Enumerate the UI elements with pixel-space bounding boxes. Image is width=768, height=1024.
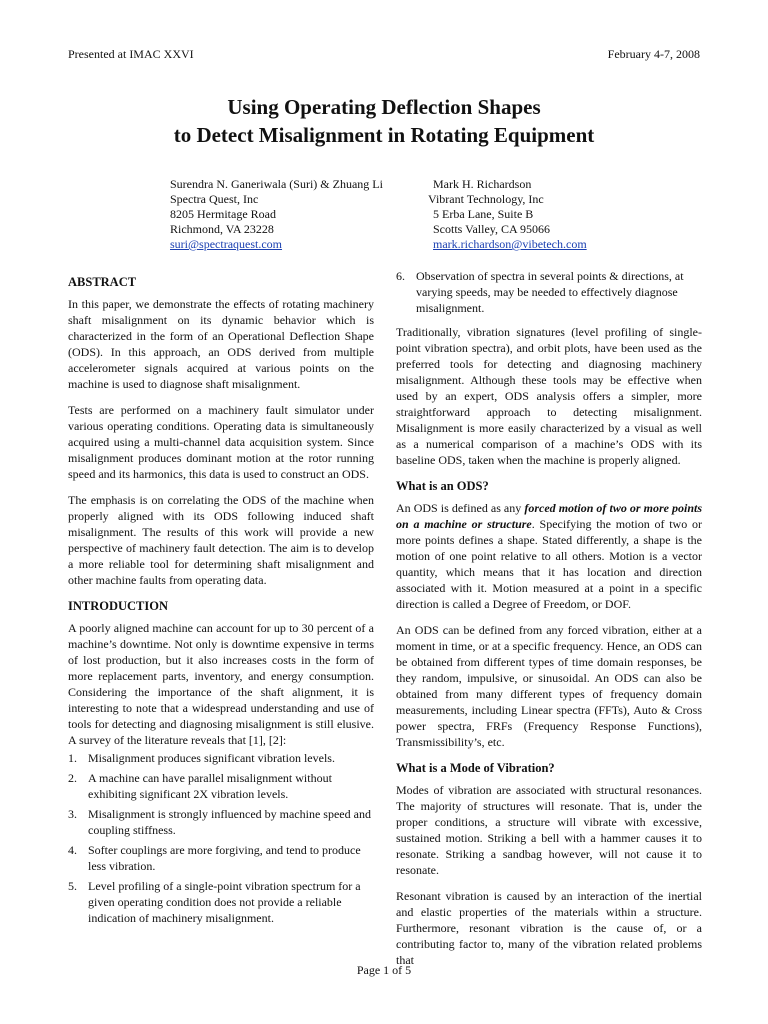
list-text: A machine can have parallel misalignment without exhibiting significant 2X vibration levels. [88,771,332,801]
author-organization: Spectra Quest, Inc [170,192,259,206]
list-number: 3. [68,807,77,821]
title-line-2: to Detect Misalignment in Rotating Equipment [173,123,595,147]
findings-list [68,750,374,926]
body-paragraph: Modes of vibration are associated with structural resonances. The majority of structures will resonate. That is, under the proper conditions, a structure will vibrate with excessive, sustained motion. Striking a bell with a hammer causes it to resonate. Striking a sandbag however, will not cause it to resonate. [396,783,702,877]
author-address-line-2: Scotts Valley, CA 95066 [433,222,551,236]
left-column [68,268,374,936]
running-header-right: February 4-7, 2008 [607,47,700,61]
body-paragraph: An ODS can be defined from any forced vibration, either at a moment in time, or at a specific frequency. Hence, an ODS can be obtained from different types of time domain responses, be they random, impulsive, or sinusoidal. An ODS can also be obtained from many different types of frequency domain measurements, including Linear spectra (FFTs), Auto & Cross power spectra, FRFs (Frequency Response Functions), Transmissibility’s, etc. [396,623,702,749]
section-heading-what-is-ods: What is an ODS? [396,479,489,493]
text-run: An ODS is defined as any [396,501,525,515]
title-line-1: Using Operating Deflection Shapes [227,95,541,119]
author-address-line-1: 5 Erba Lane, Suite B [433,207,534,221]
emphasized-definition: forced motion of two or more points on a machine or structure [396,501,703,531]
author-email-link[interactable]: suri@spectraquest.com [170,237,283,251]
list-text: Misalignment is strongly influenced by machine speed and coupling stiffness. [88,807,371,837]
abstract-paragraph: Tests are performed on a machinery fault simulator under various operating conditions. Operating data is simultaneously acquired using a multi-channel data acquisition system. Since misalignment produces dominant motion at the rotor running speed and its harmonics, this data is used to construct an ODS. [68,403,374,481]
author-address-line-2: Richmond, VA 23228 [170,222,274,236]
abstract-heading: ABSTRACT [68,275,137,289]
paper-title [0,93,768,149]
list-text: Observation of spectra in several points & directions, at varying speeds, may be needed to effectively diagnose misalignment. [416,269,684,315]
list-number: 1. [68,751,77,765]
introduction-paragraph: A poorly aligned machine can account for up to 30 percent of a machine’s downtime. Not only is downtime expensive in terms of lost production, but it also increases costs in the form of more replacement parts, inventory, and energy consumption. Considering the importance of the shaft alignment, it is interesting to note that a widespread understanding and use of tools for detecting and diagnosing misalignment is still elusive. A survey of the literature reveals that [1], [2]: [68,621,374,747]
right-column [396,268,702,978]
text-run: . Specifying the motion of two or more points defines a shape. Stated differently, a shape is the motion of one point relative to all others. Motion is a vector quantity, which means that it has location and direction associated with it. Motion measured at a point in a specific direction is called a Degree of Freedom, or DOF. [396,517,702,611]
list-number: 5. [68,879,77,893]
section-heading-mode-of-vibration: What is a Mode of Vibration? [396,761,555,775]
list-item [68,750,374,766]
author-name: Surendra N. Ganeriwala (Suri) & Zhuang Li [170,177,383,191]
list-text: Softer couplings are more forgiving, and tend to produce less vibration. [88,843,361,873]
running-header-left: Presented at IMAC XXVI [68,47,194,61]
list-item [68,770,374,802]
abstract-paragraph: The emphasis is on correlating the ODS of the machine when properly aligned with its ODS following induced shaft misalignment. The results of this work will provide a new perspective of machinery fault detection. The aim is to develop a more reliable tool for determining shaft misalignment and other machine faults from operating data. [68,493,374,587]
abstract-paragraph: In this paper, we demonstrate the effects of rotating machinery shaft misalignment on its dynamic behavior which is characterized in the form of an Operational Deflection Shape (ODS). In this approach, an ODS derived from multiple accelerometer signals acquired at various points on the machine is used to diagnose shaft misalignment. [68,297,374,391]
list-number: 6. [396,269,405,283]
author-email-link[interactable]: mark.richardson@vibetech.com [433,237,587,251]
list-item [68,878,374,926]
author-organization: Vibrant Technology, Inc [428,192,544,206]
body-paragraph: Traditionally, vibration signatures (level profiling of single-point vibration spectra), and orbit plots, have been used as the preferred tools for detecting and diagnosing machinery misalignment. Although these tools may be effective when used by an expert, ODS analysis offers a simpler, more straightforward approach to detecting misalignment. Misalignment is more easily characterized by a visual as well as a numerical comparison of a machine’s ODS with its baseline ODS, taken when the machine is properly aligned. [396,325,702,467]
list-text: Level profiling of a single-point vibration spectrum for a given operating condition does not provide a reliable indication of machinery misalignment. [88,879,361,925]
author-block-1 [170,177,383,252]
body-paragraph [396,500,702,612]
findings-list-continued [396,268,702,316]
introduction-heading: INTRODUCTION [68,599,169,613]
author-block-2 [420,177,587,252]
list-number: 4. [68,843,77,857]
list-text: Misalignment produces significant vibration levels. [88,751,335,765]
list-item [68,842,374,874]
list-number: 2. [68,771,77,785]
list-item [68,806,374,838]
author-address-line-1: 8205 Hermitage Road [170,207,276,221]
list-item [396,268,702,316]
author-name: Mark H. Richardson [433,177,532,191]
body-paragraph: Resonant vibration is caused by an interaction of the inertial and elastic properties of the materials within a structure. Furthermore, resonant vibration is the cause of, or a contributing factor to, many of the vibration related problems that [396,889,702,967]
page-number-footer: Page 1 of 5 [356,963,412,977]
